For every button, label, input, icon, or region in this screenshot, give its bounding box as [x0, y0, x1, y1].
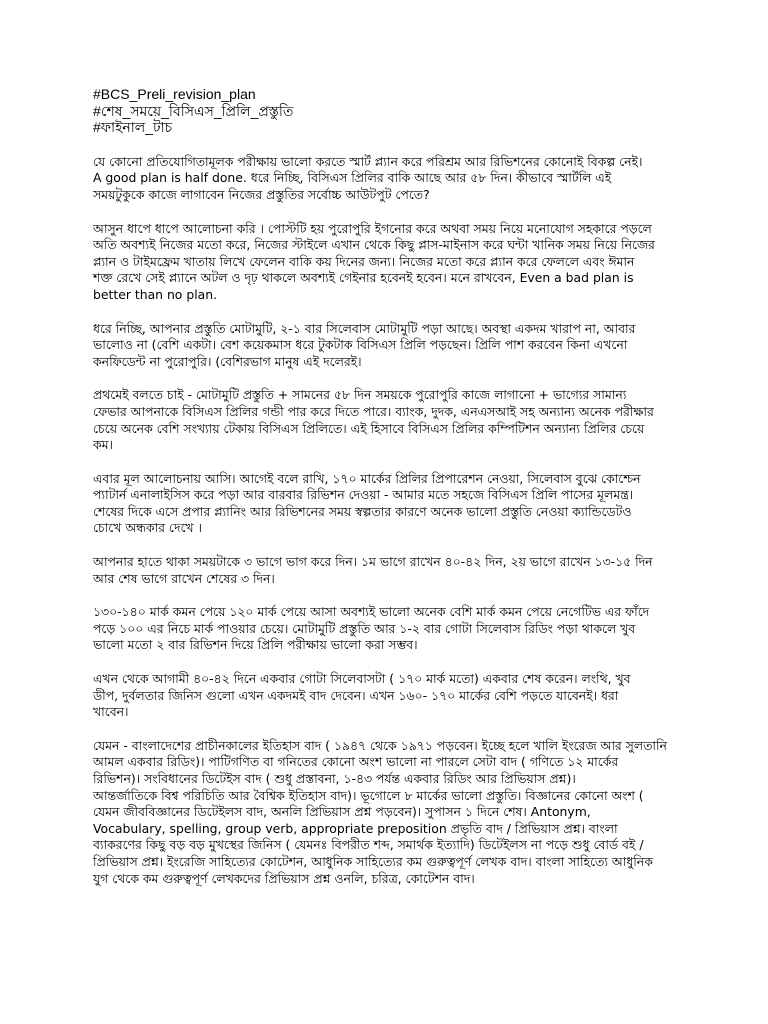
paragraph-line: প্রিভিয়াস প্রশ্ন। ইংরেজি সাহিত্যের কোটেশন, আধুনিক সাহিত্যের কম গুরুত্বপূর্ণ লেখক বাদ। বাংলা সাহিত্যে আধুনিক — [93, 853, 653, 869]
hashtag-block — [93, 86, 683, 136]
paragraph-line: চোখে অন্ধকার দেখে । — [93, 520, 202, 536]
paragraph-line: আসুন ধাপে ধাপে আলোচনা করি । পোস্টটি হয় পুরোপুরি ইগনোর করে অথবা সময় নিয়ে মনোযোগ সহকারে পড়লে — [93, 220, 652, 236]
paragraph-line: এবার মূল আলোচনায় আসি। আগেই বলে রাখি, ১৭০ মার্কের প্রিলির প্রিপারেশন নেওয়া, সিলেবাস বুঝে কোশ্চেন — [93, 470, 641, 486]
paragraph — [93, 554, 683, 587]
paragraph-line: ভালোও না (বেশি একটা। বেশ কয়েকমাস ধরে টুকটাক বিসিএস প্রিলি পড়ছেন। প্রিলি পাশ করবেন কিনা এখনো — [93, 337, 628, 353]
paragraph-line: সময়টুকুকে কাজে লাগাবেন নিজের প্রস্তুতির সর্বোচ্চ আউটপুট পেতে? — [93, 186, 430, 202]
paragraph — [93, 321, 683, 371]
paragraph-line: এখন থেকে আগামী ৪০-৪২ দিনে একবার গোটা সিলেবাসটা ( ১৭০ মার্ক মতো) একবার শেষ করেন। লংথি, খুব — [93, 671, 631, 687]
paragraph-line: খাবেন। — [93, 704, 129, 720]
paragraph-line: আপনার হাতে থাকা সময়টাকে ৩ ভাগে ভাগ করে দিন। ১ম ভাগে রাখেন ৪০-৪২ দিন, ২য় ভাগে রাখেন ১৩-১৫ দিন — [93, 554, 653, 570]
paragraph-line: ডীপ, দুর্বলতার জিনিস গুলো এখন একদমই বাদ দেবেন। এখন ১৬০- ১৭০ মার্কের বেশি পড়তে যাবেনই। ধরা — [93, 687, 619, 703]
paragraph-line: শেষের দিকে এসে প্রপার প্ল্যানিং আর রিভিশনের সময় স্বল্পতার কারণে অনেক ভালো প্রস্তুতি নেওয়া ক্যান্ডিডেটও — [93, 503, 632, 519]
hashtag-subtitle: #শেষ_সময়ে_বিসিএস_প্রিলি_প্রস্তুতি — [93, 102, 294, 119]
paragraph-line: কনফিডেন্ট না পুরোপুরি। (বেশিরভাগ মানুষ এই দলেরই। — [93, 353, 362, 369]
paragraph-line: ধরে নিচ্ছি, আপনার প্রস্তুতি মোটামুটি, ২-১ বার সিলেবাস মোটামুটি পড়া আছে। অবস্থা একদম খারাপ না, আবার — [93, 320, 636, 336]
paragraph-line: চেয়ে অনেক বেশি সংখ্যায় টেকায় বিসিএস প্রিলিতে। এই হিসাবে বিসিএস প্রিলির কম্পিটিশন অন্যান্য প্রিলির চেয়ে — [93, 420, 645, 436]
paragraph-line: A good plan is half done. ধরে নিচ্ছি, বিসিএস প্রিলির বাকি আছে আর ৫৮ দিন। কীভাবে স্মার্টলি এই — [93, 170, 612, 186]
paragraph-line: আন্তর্জাতিকে বিশ্ব পরিচিতি আর বৈশ্বিক ইতিহাস বাদ)। ভূগোলে ৮ মার্কের ভালো প্রস্তুতি। বিজ্ঞানের কোনো অংশ ( — [93, 787, 644, 803]
paragraph — [93, 671, 683, 721]
body-text — [93, 154, 683, 887]
paragraph-line: প্যাটার্ন এনালাইসিস করে পড়া আর বারবার রিভিশন দেওয়া - আমার মতে সহজে বিসিএস প্রিলি পাসের মূলমন্ত্র। — [93, 487, 634, 503]
paragraph-line: যেমন - বাংলাদেশের প্রাচীনকালের ইতিহাস বাদ ( ১৯৪৭ থেকে ১৯৭১ পড়বেন। ইচ্ছে হলে খালি ইংরেজ আর সুলতানি — [93, 737, 667, 753]
paragraph — [93, 471, 683, 537]
paragraph-line: Vocabulary, spelling, group verb, appropriate preposition প্রভৃতি বাদ / প্রিভিয়াস প্রশ্ন। বাংলা — [93, 820, 618, 836]
paragraph — [93, 604, 683, 654]
paragraph — [93, 221, 683, 304]
paragraph-line: আর শেষ ভাগে রাখেন শেষের ৩ দিন। — [93, 570, 275, 586]
paragraph-line: প্রথমেই বলতে চাই - মোটামুটি প্রস্তুতি + সামনের ৫৮ দিন সময়কে পুরোপুরি কাজে লাগানো + ভাগ্যের সামান্য — [93, 387, 627, 403]
paragraph-line: ভালো মতো ২ বার রিভিশন দিয়ে প্রিলি পরীক্ষায় ভালো করা সম্ভব। — [93, 637, 418, 653]
paragraph-line: যুগ থেকে কম গুরুত্বপূর্ণ লেখকদের প্রিভিয়াস প্রশ্ন ওনলি, চরিত্র, কোটেশন বাদ। — [93, 870, 475, 886]
paragraph-line: better than no plan. — [93, 286, 218, 302]
paragraph — [93, 154, 683, 204]
paragraph-line: অতি অবশ্যই নিজের মতো করে, নিজের স্টাইলে এখান থেকে কিছু প্লাস-মাইনাস করে ঘন্টা খানিক সময় নিয়ে নিজের — [93, 237, 655, 253]
paragraph-line: পড়ে ১০০ এর নিচে মার্ক পাওয়ার চেয়ে। মোটামুটি প্রস্তুতি আর ১-২ বার গোটা সিলেবাস রিডিং পড়া থাকলে খুব — [93, 620, 636, 636]
paragraph-line: যেমন জীববিজ্ঞানের ডিটেইলস বাদ, অনলি প্রিভিয়াস প্রশ্ন পড়বেন)। সুপাসন ১ দিনে শেষ। Antonym, — [93, 804, 591, 820]
paragraph-line: যে কোনো প্রতিযোগিতামূলক পরীক্ষায় ভালো করতে স্মার্ট প্ল্যান করে পরিশ্রম আর রিভিশনের কোনোই বিকল্প নেই। — [93, 153, 643, 169]
paragraph — [93, 387, 683, 453]
paragraph-line: প্ল্যান ও টাইমফ্রেম খাতায় লিখে ফেলেন বাকি কয় দিনের জন্য। নিজের মতো করে প্ল্যান করে ফেললে এবং ঈমান — [93, 253, 635, 269]
document-page — [93, 86, 683, 904]
paragraph-line: আমল একবার রিডিং)। পাটিগণিত বা গনিতের কোনো অংশ ভালো না পারলে সেটা বাদ ( গণিতে ১২ মার্কের — [93, 754, 619, 770]
paragraph-line: ফেভার আপনাকে বিসিএস প্রিলির গন্ডী পার করে দিতে পারে। ব্যাংক, দুদক, এনএসআই সহ অন্যান্য অনেক পরীক্ষার — [93, 403, 654, 419]
paragraph-line: ব্যাকরণের কিছু বড় বড় মুখস্থের জিনিস ( যেমনঃ বিপরীত শব্দ, সমার্থক ইত্যাদি) ডিটেইলস না পড়ে শুধু বোর্ড বই / — [93, 837, 644, 853]
paragraph — [93, 738, 683, 887]
hashtag-final-touch: #ফাইনাল_টাচ — [93, 119, 173, 136]
paragraph-line: কম। — [93, 437, 113, 453]
paragraph-line: ১৩০-১৪০ মার্ক কমন পেয়ে ১২০ মার্ক পেয়ে আসা অবশ্যই ভালো অনেক বেশি মার্ক কমন পেয়ে নেগেটিভ এর ফাঁদে — [93, 604, 650, 620]
paragraph-line: রিভিশন)। সংবিধানের ডিটেইস বাদ ( শুধু প্রস্তাবনা, ১-৪৩ পর্যন্ত একবার রিডিং আর প্রিভিয়াস প্রশ্ন)। — [93, 771, 576, 786]
paragraph-line: শক্ত রেখে সেই প্ল্যানে অটল ও দৃঢ় থাকলে অবশ্যই গেইনার হবেনই হবেন। মনে রাখবেন, Even a bad plan is — [93, 270, 634, 286]
hashtag-title: #BCS_Preli_revision_plan — [93, 86, 256, 102]
